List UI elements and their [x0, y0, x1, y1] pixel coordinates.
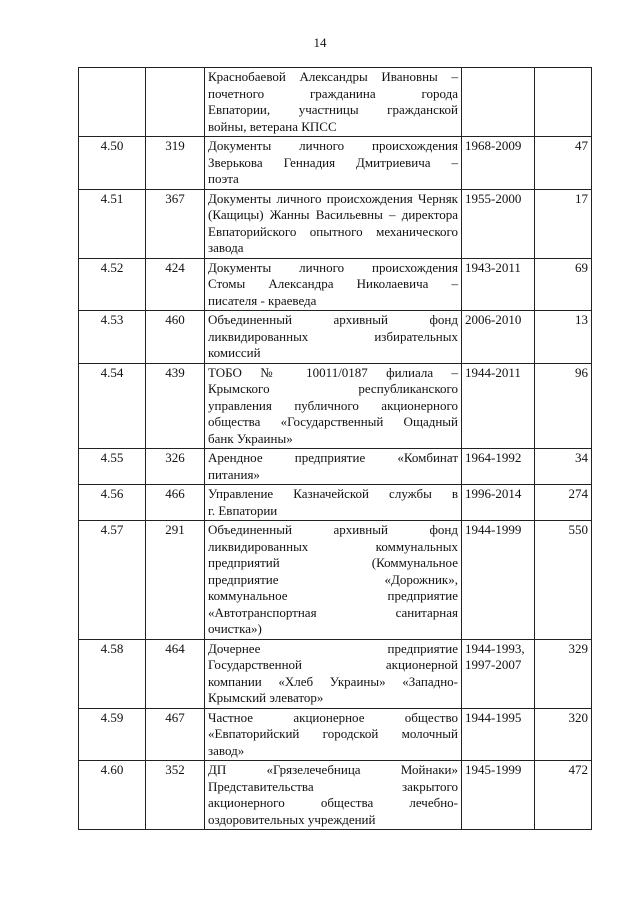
date-range-cell [462, 708, 535, 761]
fond-name-cell [205, 311, 462, 364]
fond-name-cell [205, 761, 462, 830]
date-range-line: 1944-1999 [465, 522, 522, 537]
fond-name-line: компании «Хлеб Украины» «Западно- [208, 673, 458, 689]
fond-name-line: «Автотранспортная санитарная [208, 604, 458, 620]
item-count-cell: 550 [535, 521, 592, 640]
fond-name-line: почетного гражданина города [208, 85, 458, 101]
date-range-cell [462, 639, 535, 708]
fond-number-cell: 352 [146, 761, 205, 830]
item-count-cell: 17 [535, 189, 592, 258]
fond-name-line: банк Украины» [208, 430, 293, 446]
table-row [79, 761, 592, 830]
fond-name-cell [205, 708, 462, 761]
row-number-cell: 4.57 [79, 521, 146, 640]
fond-name-line: ликвидированных избирательных [208, 328, 458, 344]
item-count-cell: 47 [535, 137, 592, 190]
date-range-line: 1944-1995 [465, 709, 522, 725]
fond-number-cell: 319 [146, 137, 205, 190]
date-range-line: 1944-2011 [465, 364, 521, 380]
fond-name-line: Арендное предприятие «Комбинат [208, 450, 458, 465]
fond-number-cell: 467 [146, 708, 205, 761]
fond-name-line: управления публичного акционерного [208, 397, 458, 413]
fond-name-line: питания» [208, 466, 260, 482]
item-count-cell: 472 [535, 761, 592, 830]
fond-name-line: (Кащицы) Жанны Васильевны – директора [208, 207, 458, 222]
date-range-cell [462, 68, 535, 137]
fond-name-line: Евпаторийского опытного механического [208, 223, 458, 239]
item-count-cell: 329 [535, 639, 592, 708]
row-number-cell: 4.54 [79, 363, 146, 449]
fond-name-line: общества «Государственный Ощадный [208, 414, 458, 429]
fond-name-line: завода [208, 240, 244, 255]
fond-name-line: предприятие «Дорожник», [208, 571, 458, 587]
row-number-cell: 4.55 [79, 449, 146, 485]
date-range-cell [462, 311, 535, 364]
fond-name-line: предприятий (Коммунальное [208, 555, 458, 570]
fond-name-line: ТОБО № 10011/0187 филиала – [208, 364, 458, 380]
row-number-cell: 4.58 [79, 639, 146, 708]
fond-name-line: Документы личного происхождения [208, 259, 458, 275]
fond-name-line: Объединенный архивный фонд [208, 312, 458, 327]
fond-name-line: ликвидированных коммунальных [208, 538, 458, 554]
date-range-cell [462, 521, 535, 640]
fond-name-cell [205, 521, 462, 640]
table-row [79, 311, 592, 364]
fond-name-line: Частное акционерное общество [208, 709, 458, 725]
fond-number-cell: 424 [146, 258, 205, 311]
fond-name-cell [205, 258, 462, 311]
fond-name-line: акционерного общества лечебно- [208, 795, 458, 810]
fond-name-line: комиссий [208, 345, 261, 360]
fond-name-line: Объединенный архивный фонд [208, 522, 458, 537]
item-count-cell: 69 [535, 258, 592, 311]
fond-name-line: войны, ветерана КПСС [208, 118, 337, 134]
date-range-cell [462, 449, 535, 485]
date-range-cell [462, 761, 535, 830]
item-count-cell: 274 [535, 485, 592, 521]
date-range-cell [462, 363, 535, 449]
date-range-line: 1964-1992 [465, 450, 522, 465]
table-row [79, 521, 592, 640]
fond-name-line: Документы личного происхождения [208, 138, 458, 153]
fond-name-line: оздоровительных учреждений [208, 811, 376, 827]
fond-number-cell: 439 [146, 363, 205, 449]
table-row [79, 449, 592, 485]
fond-name-line: г. Евпатории [208, 502, 278, 518]
fond-number-cell: 460 [146, 311, 205, 364]
table-body [79, 68, 592, 830]
fond-name-line: поэта [208, 171, 239, 186]
fond-name-line: Евпатории, участницы гражданской [208, 102, 458, 117]
fond-name-cell [205, 189, 462, 258]
date-range-line: 1943-2011 [465, 259, 521, 275]
fond-name-cell [205, 485, 462, 521]
table-row [79, 363, 592, 449]
fond-name-cell [205, 363, 462, 449]
date-range-line: 2006-2010 [465, 312, 522, 327]
fond-name-line: Краснобаевой Александры Ивановны – [208, 69, 458, 84]
fond-name-line: Документы личного происхождения Черняк [208, 190, 458, 206]
date-range-line: 1944-1993, [465, 640, 525, 656]
row-number-cell: 4.50 [79, 137, 146, 190]
fond-number-cell: 291 [146, 521, 205, 640]
row-number-cell [79, 68, 146, 137]
row-number-cell: 4.56 [79, 485, 146, 521]
date-range-line: 1945-1999 [465, 762, 522, 777]
fond-name-cell [205, 137, 462, 190]
archive-fonds-table [78, 67, 592, 830]
item-count-cell: 34 [535, 449, 592, 485]
table-row [79, 68, 592, 137]
row-number-cell: 4.59 [79, 708, 146, 761]
date-range-cell [462, 189, 535, 258]
item-count-cell: 96 [535, 363, 592, 449]
date-range-line: 1968-2009 [465, 138, 522, 153]
fond-name-cell [205, 449, 462, 485]
fond-name-line: ДП «Грязелечебница Мойнаки» [208, 762, 458, 777]
item-count-cell: 320 [535, 708, 592, 761]
date-range-cell [462, 137, 535, 190]
row-number-cell: 4.51 [79, 189, 146, 258]
fond-name-line: «Евпаторийский городской молочный [208, 726, 458, 741]
table-row [79, 485, 592, 521]
fond-number-cell: 326 [146, 449, 205, 485]
fond-name-line: писателя - краеведа [208, 292, 317, 308]
fond-number-cell: 464 [146, 639, 205, 708]
row-number-cell: 4.60 [79, 761, 146, 830]
fond-name-line: Крымского республиканского [208, 381, 458, 396]
table-row [79, 258, 592, 311]
table-row [79, 708, 592, 761]
fond-name-line: очистка») [208, 621, 262, 636]
fond-number-cell: 466 [146, 485, 205, 521]
date-range-line: 1997-2007 [465, 657, 522, 672]
fond-name-line: Зверькова Геннадия Дмитриевича – [208, 154, 458, 170]
date-range-line: 1996-2014 [465, 486, 522, 501]
fond-name-line: завод» [208, 742, 245, 758]
fond-name-cell [205, 639, 462, 708]
fond-name-line: коммунальное предприятие [208, 588, 458, 603]
row-number-cell: 4.53 [79, 311, 146, 364]
fond-name-line: Представительства закрытого [208, 778, 458, 794]
table-row [79, 639, 592, 708]
item-count-cell [535, 68, 592, 137]
date-range-line: 1955-2000 [465, 190, 522, 206]
fond-number-cell: 367 [146, 189, 205, 258]
fond-name-line: Дочернее предприятие [208, 640, 458, 656]
row-number-cell: 4.52 [79, 258, 146, 311]
fond-number-cell [146, 68, 205, 137]
fond-name-line: Стомы Александра Николаевича – [208, 276, 458, 291]
fond-name-line: Управление Казначейской службы в [208, 486, 458, 501]
date-range-cell [462, 258, 535, 311]
table-row [79, 189, 592, 258]
fond-name-line: Государственной акционерной [208, 657, 458, 672]
item-count-cell: 13 [535, 311, 592, 364]
table-row [79, 137, 592, 190]
page-number: 14 [313, 35, 327, 50]
fond-name-cell [205, 68, 462, 137]
date-range-cell [462, 485, 535, 521]
fond-name-line: Крымский элеватор» [208, 690, 324, 705]
